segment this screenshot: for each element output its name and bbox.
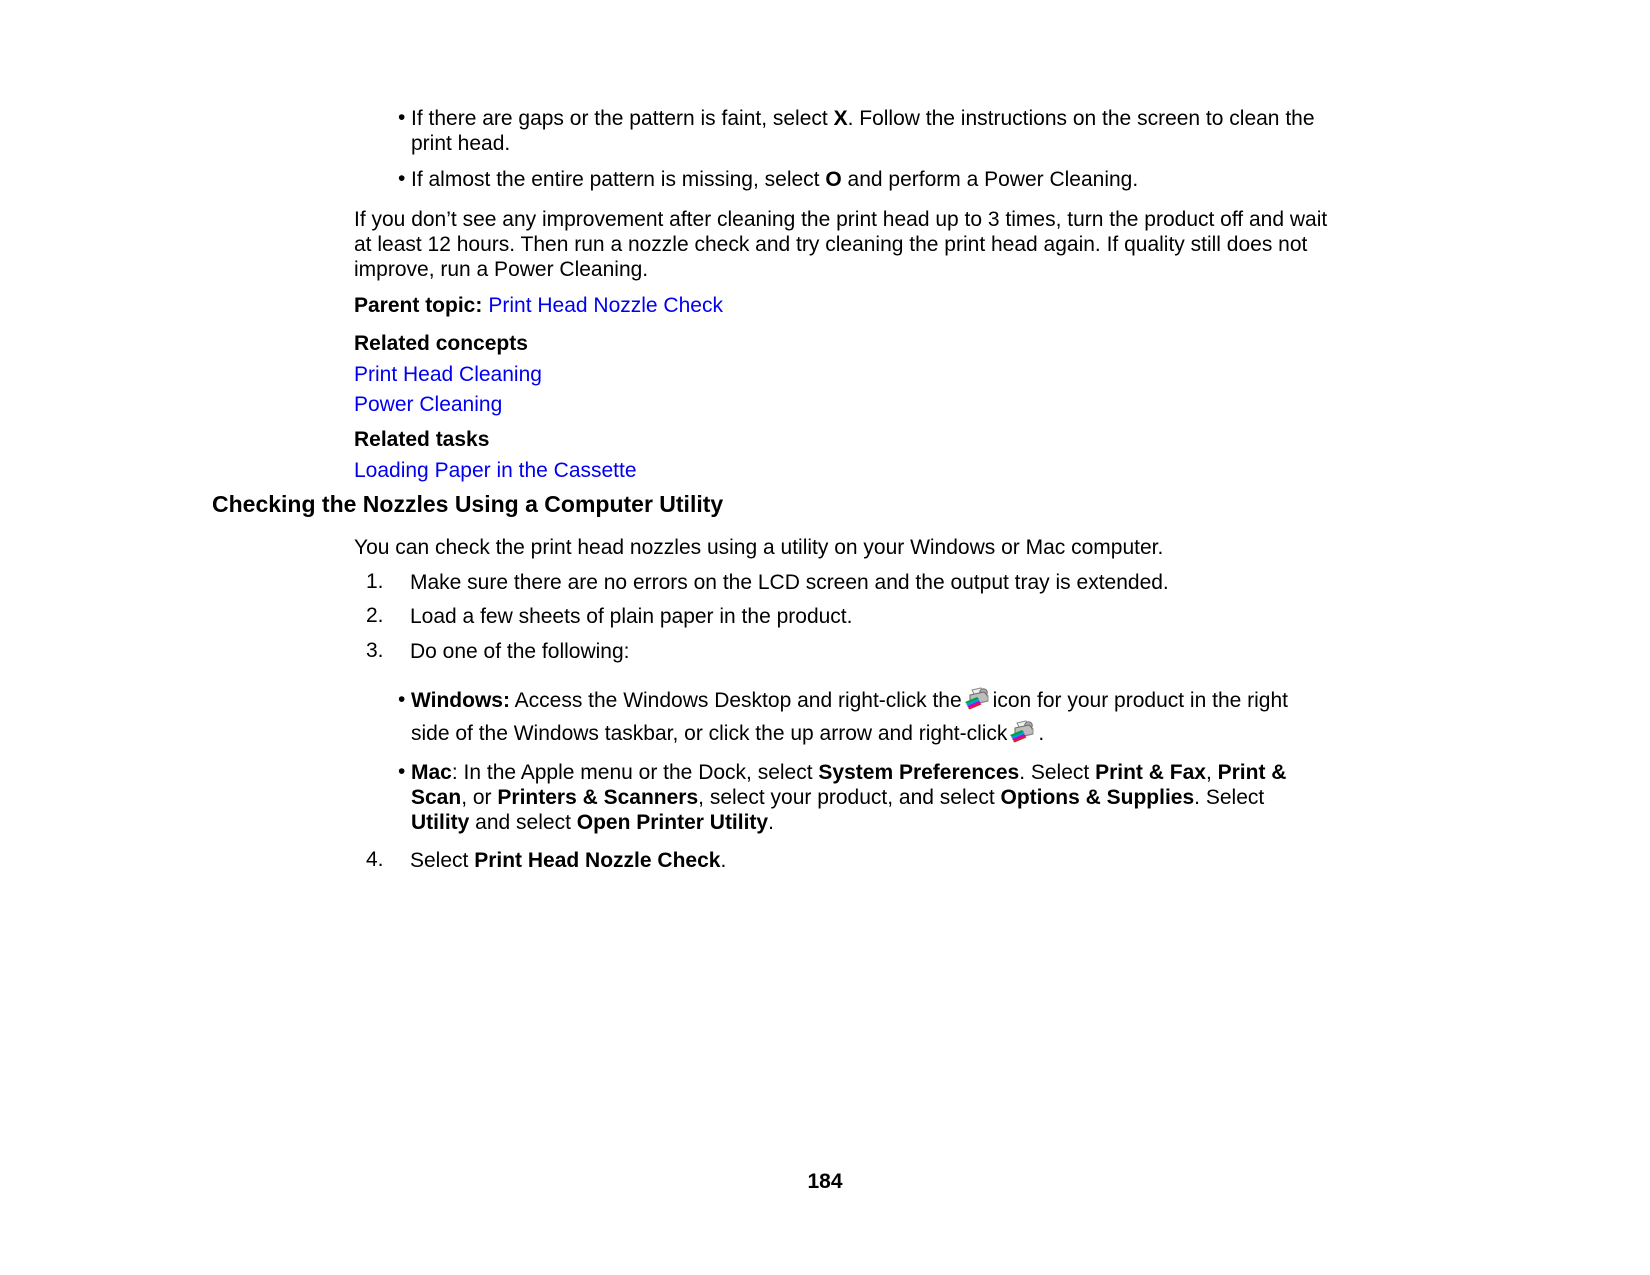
related-tasks-heading-text: Related tasks bbox=[354, 428, 490, 451]
bullet-item-windows bbox=[398, 684, 1288, 750]
printer-status-icon bbox=[1009, 720, 1036, 745]
step-item-3 bbox=[366, 639, 629, 664]
bullet-text-line: Utility and select Open Printer Utility. bbox=[411, 811, 774, 834]
step-number: 3. bbox=[366, 639, 384, 662]
bullet-text-line: Mac: In the Apple menu or the Dock, select System Preferences. Select Print & Fax, Print & bbox=[411, 761, 1287, 784]
step-text-line: Select Print Head Nozzle Check. bbox=[410, 849, 727, 872]
step-number: 4. bbox=[366, 848, 384, 871]
related-tasks-heading bbox=[354, 427, 489, 452]
body-paragraph bbox=[354, 207, 1327, 282]
step-text-line: Make sure there are no errors on the LCD screen and the output tray is extended. bbox=[410, 571, 1169, 594]
bullet-item-mac bbox=[398, 760, 1286, 835]
link-power-cleaning[interactable]: Power Cleaning bbox=[354, 393, 503, 416]
step-item-2 bbox=[366, 604, 852, 629]
section-heading: Checking the Nozzles Using a Computer Utility bbox=[212, 491, 724, 517]
link-row bbox=[354, 458, 637, 483]
step-number: 2. bbox=[366, 604, 384, 627]
bullet-text-line: If there are gaps or the pattern is faint, select X. Follow the instructions on the screen to clean the bbox=[411, 107, 1315, 130]
parent-topic-label: Parent topic: bbox=[354, 294, 483, 317]
step-number: 1. bbox=[366, 570, 384, 593]
step-item-1 bbox=[366, 570, 1169, 595]
bullet-text-line: Scan, or Printers & Scanners, select your product, and select Options & Supplies. Select bbox=[411, 786, 1265, 809]
parent-topic-link[interactable]: Print Head Nozzle Check bbox=[488, 294, 723, 317]
bullet-text-line: Windows: Access the Windows Desktop and right-click the icon for your product in the right bbox=[411, 689, 1288, 712]
link-loading-paper-in-the-cassette[interactable]: Loading Paper in the Cassette bbox=[354, 459, 637, 482]
bullet-marker: • bbox=[398, 167, 406, 190]
bullet-text-line: side of the Windows taskbar, or click the up arrow and right-click . bbox=[411, 722, 1045, 745]
link-row bbox=[354, 362, 542, 387]
bullet-text-line: If almost the entire pattern is missing, select O and perform a Power Cleaning. bbox=[411, 168, 1139, 191]
bullet-marker: • bbox=[398, 688, 406, 711]
step-text-line: Do one of the following: bbox=[410, 640, 630, 663]
bullet-item-gaps bbox=[398, 106, 1315, 156]
bullet-marker: • bbox=[398, 760, 406, 783]
step-item-4 bbox=[366, 848, 726, 873]
step-text-line: Load a few sheets of plain paper in the product. bbox=[410, 605, 853, 628]
related-concepts-heading bbox=[354, 331, 528, 356]
link-row bbox=[354, 392, 502, 417]
paragraph-line: improve, run a Power Cleaning. bbox=[354, 258, 649, 281]
paragraph-line: at least 12 hours. Then run a nozzle check and try cleaning the print head again. If quality still does not bbox=[354, 233, 1308, 256]
bullet-text-line: print head. bbox=[411, 132, 511, 155]
bullet-item-missing-pattern bbox=[398, 167, 1138, 192]
related-concepts-heading-text: Related concepts bbox=[354, 332, 528, 355]
printer-status-icon bbox=[964, 687, 991, 712]
page-number: 184 bbox=[807, 1170, 843, 1193]
link-print-head-cleaning[interactable]: Print Head Cleaning bbox=[354, 363, 542, 386]
bullet-marker: • bbox=[398, 106, 406, 129]
section-intro: You can check the print head nozzles using a utility on your Windows or Mac computer. bbox=[354, 536, 1164, 559]
paragraph-line: If you don’t see any improvement after cleaning the print head up to 3 times, turn the product off and wait bbox=[354, 208, 1328, 231]
parent-topic-row bbox=[354, 293, 723, 318]
